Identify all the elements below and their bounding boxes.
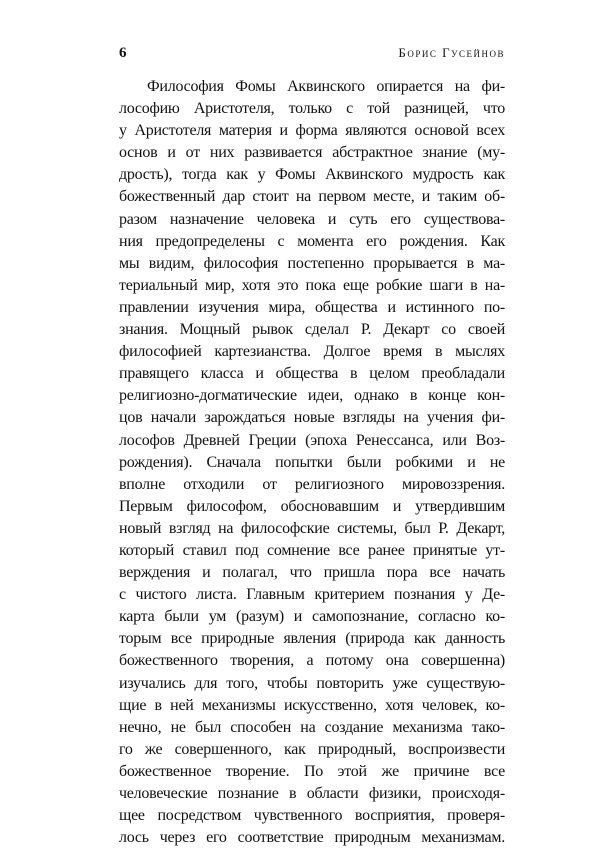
text-line: лософов Древней Греции (эпоха Ренессанса, или Воз- bbox=[119, 431, 505, 449]
text-line: лось через его соответствие природным механизмам. bbox=[119, 829, 505, 847]
text-line: разом назначение человека и суть его существова- bbox=[119, 210, 505, 228]
text-line: мы видим, философия постепенно прорывается в ма- bbox=[119, 254, 505, 272]
text-line: божественного творения, а потому она совершенна) bbox=[119, 652, 505, 670]
text-line: который ставил под сомнение все ранее принятые ут- bbox=[119, 541, 505, 559]
text-line: философией картезианства. Долгое время в мыслях bbox=[119, 343, 505, 361]
text-line: божественный дар стоит на первом месте, и таким об- bbox=[119, 188, 505, 206]
text-line: правящего класса и общества в целом преобладали bbox=[119, 365, 505, 383]
text-line: торым все природные явления (природа как данность bbox=[119, 630, 505, 648]
text-line: нечно, не был способен на создание механизма тако- bbox=[119, 718, 505, 736]
text-line: дрость), тогда как у Фомы Аквинского мудрость как bbox=[119, 166, 505, 184]
text-line: лософию Аристотеля, только с той разницей, что bbox=[119, 100, 505, 118]
text-line: верждения и полагал, что пришла пора все начать bbox=[119, 564, 505, 582]
text-line: карта были ум (разум) и самопознание, согласно ко- bbox=[119, 608, 505, 626]
text-line: щие в ней механизмы искусственно, хотя человек, ко- bbox=[119, 696, 505, 714]
text-line: знания. Мощный рывок сделал Р. Декарт со своей bbox=[119, 321, 505, 339]
text-line: у Аристотеля материя и форма являются основой всех bbox=[119, 122, 505, 140]
text-line: цов начали зарождаться новые взгляды на учения фи- bbox=[119, 409, 505, 427]
text-line: Первым философом, обосновавшим и утвердившим bbox=[119, 497, 505, 515]
text-line: человеческие познание в области физики, происходя- bbox=[119, 785, 505, 802]
text-line: новый взгляд на философские системы, был Р. Декарт, bbox=[119, 519, 505, 537]
text-line: основ и от них развивается абстрактное знание (му- bbox=[119, 144, 505, 162]
text-line: божественное творение. По этой же причине все bbox=[119, 762, 505, 780]
text-line: изучались для того, чтобы повторить уже существую- bbox=[119, 674, 505, 692]
page-header bbox=[119, 44, 505, 64]
text-line: териальный мир, хотя это пока еще робкие шаги в на- bbox=[119, 276, 505, 294]
text-line: го же совершенного, как природный, воспроизвести bbox=[119, 740, 505, 758]
text-line: с чистого листа. Главным критерием познания у Де- bbox=[119, 586, 505, 604]
text-line: ния предопределены с момента его рождения. Как bbox=[119, 232, 505, 250]
body-text bbox=[119, 76, 505, 849]
text-line: Философия Фомы Аквинского опирается на фи- bbox=[147, 78, 505, 95]
text-line: правлении изучения мира, общества и истинного по- bbox=[119, 298, 505, 316]
text-line: щее посредством чувственного восприятия, проверя- bbox=[119, 807, 505, 825]
page-number: 6 bbox=[119, 45, 127, 61]
running-head: Борис Гусейнов bbox=[398, 45, 505, 60]
text-line: вполне отходили от религиозного мировоззрения. bbox=[119, 475, 505, 493]
text-line: религиозно-догматические идеи, однако в конце кон- bbox=[119, 387, 505, 405]
text-line: рождения). Сначала попытки были робкими и не bbox=[119, 453, 505, 471]
